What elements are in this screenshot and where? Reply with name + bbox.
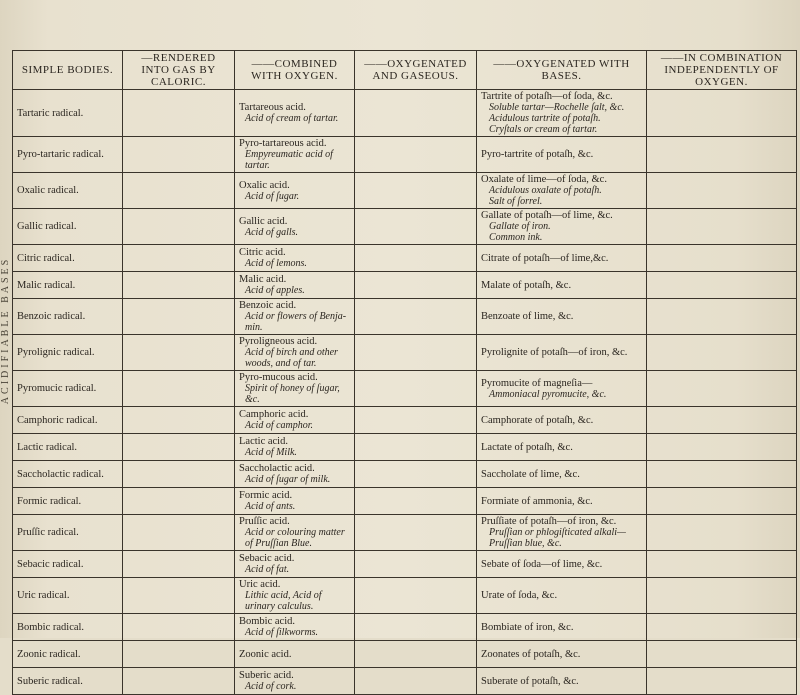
oxygenated-name: Pyro-tartrite of potaſh, &c.	[481, 149, 594, 160]
table-row	[13, 299, 797, 335]
acid-note: Acid of ſugar of milk.	[245, 474, 331, 485]
oxygenated-note: Cryſtals or cream of tartar.	[489, 124, 598, 135]
cell-oxygenated-gaseous	[355, 209, 477, 245]
cell-oxygenated-bases	[477, 371, 647, 407]
oxygenated-name: Zoonates of potaſh, &c.	[481, 648, 581, 660]
oxygenated-note: Pruſſian blue, &c.	[489, 538, 562, 549]
side-label	[0, 60, 12, 600]
cell-acid	[235, 272, 355, 299]
cell-acid	[235, 371, 355, 407]
cell-acid	[235, 488, 355, 515]
acid-note: Spirit of honey of ſugar, &c.	[245, 383, 340, 405]
table-row	[13, 614, 797, 641]
acid-note: Acid of ants.	[245, 501, 296, 512]
acid-note: Acid of ſilkworms.	[245, 627, 319, 638]
acid-note: Lithic acid, Acid of urinary calculus.	[245, 590, 322, 612]
cell-rendered-gas	[123, 173, 235, 209]
oxygenated-name: Urate of ſoda, &c.	[481, 590, 558, 601]
acid-name: Sebacic acid.	[239, 553, 295, 564]
oxygenated-note: Pruſſian or phlogiſticated alkali—	[489, 527, 626, 538]
oxygenated-name: Saccholate of lime, &c.	[481, 468, 580, 480]
cell-independent	[647, 371, 797, 407]
cell-independent	[647, 407, 797, 434]
header-oxygenated-gaseous: ——OXYGENATED AND GASEOUS.	[355, 51, 477, 90]
oxygenated-note: Ammoniacal pyromucite, &c.	[489, 388, 607, 400]
acid-note: Acid or flowers of Benja-min.	[245, 311, 347, 333]
cell-oxygenated-bases	[477, 488, 647, 515]
cell-oxygenated-gaseous	[355, 137, 477, 173]
acid-note: Acid or colouring matter of Pruſſian Blue.	[245, 527, 345, 549]
cell-acid	[235, 137, 355, 173]
cell-oxygenated-gaseous	[355, 371, 477, 407]
cell-independent	[647, 515, 797, 551]
cell-oxygenated-gaseous	[355, 488, 477, 515]
cell-oxygenated-gaseous	[355, 551, 477, 578]
cell-acid	[235, 173, 355, 209]
cell-oxygenated-bases	[477, 641, 647, 668]
cell-acid	[235, 551, 355, 578]
cell-radical: Gallic radical.	[13, 209, 123, 245]
cell-independent	[647, 614, 797, 641]
cell-rendered-gas	[123, 515, 235, 551]
cell-rendered-gas	[123, 407, 235, 434]
acid-name: Pyro-tartareous acid.	[239, 138, 327, 149]
oxygenated-name: Gallate of potaſh—of lime, &c.	[481, 210, 613, 221]
table-row	[13, 434, 797, 461]
cell-rendered-gas	[123, 299, 235, 335]
acids-table	[12, 50, 797, 695]
acid-name: Suberic acid.	[239, 670, 294, 681]
cell-oxygenated-gaseous	[355, 641, 477, 668]
cell-oxygenated-bases	[477, 90, 647, 137]
acid-note: Acid of camphor.	[245, 420, 314, 431]
acid-name: Saccholactic acid.	[239, 463, 315, 474]
table-row	[13, 173, 797, 209]
cell-radical: Zoonic radical.	[13, 641, 123, 668]
header-combination-independently: ——IN COMBINATION INDEPENDENTLY OF OXYGEN.	[647, 51, 797, 90]
cell-acid	[235, 578, 355, 614]
cell-independent	[647, 335, 797, 371]
cell-rendered-gas	[123, 578, 235, 614]
acid-note: Acid of lemons.	[245, 258, 307, 269]
cell-independent	[647, 488, 797, 515]
cell-rendered-gas	[123, 551, 235, 578]
cell-oxygenated-gaseous	[355, 434, 477, 461]
header-oxygenated-with-bases: ——OXYGENATED WITH BASES.	[477, 51, 647, 90]
table-row	[13, 461, 797, 488]
cell-radical: Formic radical.	[13, 488, 123, 515]
cell-oxygenated-bases	[477, 668, 647, 695]
cell-radical: Saccholactic radical.	[13, 461, 123, 488]
cell-rendered-gas	[123, 272, 235, 299]
cell-acid	[235, 641, 355, 668]
cell-oxygenated-bases	[477, 272, 647, 299]
acid-name: Zoonic acid.	[239, 648, 292, 660]
oxygenated-note: Acidulous tartrite of potaſh.	[489, 113, 601, 124]
oxygenated-name: Tartrite of potaſh—of ſoda, &c.	[481, 91, 613, 102]
cell-acid	[235, 209, 355, 245]
table-row	[13, 551, 797, 578]
cell-radical: Pyromucic radical.	[13, 371, 123, 407]
acid-name: Tartareous acid.	[239, 102, 306, 113]
cell-oxygenated-bases	[477, 461, 647, 488]
cell-oxygenated-bases	[477, 137, 647, 173]
oxygenated-name: Pyrolignite of potaſh—of iron, &c.	[481, 347, 628, 358]
cell-radical: Uric radical.	[13, 578, 123, 614]
side-label-text: ACIDIFIABLE BASES	[0, 256, 12, 404]
cell-rendered-gas	[123, 371, 235, 407]
oxygenated-name: Pyromucite of magneſia—	[481, 377, 593, 389]
oxygenated-name: Oxalate of lime—of ſoda, &c.	[481, 174, 607, 185]
acid-note: Acid of ſugar.	[245, 190, 300, 202]
table-row	[13, 668, 797, 695]
oxygenated-name: Suberate of potaſh, &c.	[481, 675, 579, 687]
acid-note: Acid of galls.	[245, 226, 299, 238]
cell-oxygenated-bases	[477, 245, 647, 272]
cell-acid	[235, 90, 355, 137]
acid-note: Acid of birch and other woods, and of tar.	[245, 347, 338, 369]
table-row	[13, 272, 797, 299]
cell-oxygenated-gaseous	[355, 668, 477, 695]
cell-oxygenated-bases	[477, 299, 647, 335]
cell-oxygenated-gaseous	[355, 515, 477, 551]
cell-independent	[647, 578, 797, 614]
cell-radical: Pyro-tartaric radical.	[13, 137, 123, 173]
header-simple-bodies: SIMPLE BODIES.	[13, 51, 123, 90]
table-row	[13, 335, 797, 371]
cell-independent	[647, 245, 797, 272]
header-combined-with-oxygen: ——COMBINED WITH OXYGEN.	[235, 51, 355, 90]
cell-rendered-gas	[123, 245, 235, 272]
cell-oxygenated-bases	[477, 407, 647, 434]
cell-acid	[235, 407, 355, 434]
table-row	[13, 137, 797, 173]
cell-acid	[235, 335, 355, 371]
cell-oxygenated-bases	[477, 173, 647, 209]
cell-radical: Camphoric radical.	[13, 407, 123, 434]
acid-note: Acid of Milk.	[245, 447, 297, 458]
header-rendered-into-gas: —RENDERED INTO GAS BY CALORIC.	[123, 51, 235, 90]
cell-radical: Sebacic radical.	[13, 551, 123, 578]
cell-radical: Citric radical.	[13, 245, 123, 272]
cell-independent	[647, 173, 797, 209]
cell-oxygenated-bases	[477, 434, 647, 461]
table-row	[13, 371, 797, 407]
acid-name: Gallic acid.	[239, 215, 288, 227]
acid-note: Acid of cork.	[245, 681, 297, 692]
cell-independent	[647, 272, 797, 299]
cell-acid	[235, 461, 355, 488]
cell-radical: Lactic radical.	[13, 434, 123, 461]
oxygenated-name: Camphorate of potaſh, &c.	[481, 414, 594, 426]
cell-independent	[647, 137, 797, 173]
acid-name: Bombic acid.	[239, 616, 295, 627]
cell-oxygenated-gaseous	[355, 614, 477, 641]
cell-radical: Bombic radical.	[13, 614, 123, 641]
oxygenated-name: Malate of potaſh, &c.	[481, 279, 572, 291]
cell-oxygenated-gaseous	[355, 407, 477, 434]
cell-oxygenated-gaseous	[355, 335, 477, 371]
cell-oxygenated-bases	[477, 335, 647, 371]
cell-independent	[647, 461, 797, 488]
table-row	[13, 245, 797, 272]
cell-radical: Suberic radical.	[13, 668, 123, 695]
cell-acid	[235, 245, 355, 272]
oxygenated-name: Pruſſiate of potaſh—of iron, &c.	[481, 516, 617, 527]
acid-name: Pruſſic acid.	[239, 516, 290, 527]
acid-name: Malic acid.	[239, 274, 287, 285]
table-row	[13, 641, 797, 668]
oxygenated-name: Formiate of ammonia, &c.	[481, 495, 593, 507]
cell-oxygenated-bases	[477, 515, 647, 551]
cell-oxygenated-bases	[477, 614, 647, 641]
cell-radical: Malic radical.	[13, 272, 123, 299]
cell-acid	[235, 668, 355, 695]
cell-independent	[647, 668, 797, 695]
cell-independent	[647, 551, 797, 578]
cell-oxygenated-bases	[477, 209, 647, 245]
header-row	[13, 51, 797, 90]
cell-rendered-gas	[123, 90, 235, 137]
acid-note: Empyreumatic acid of tartar.	[245, 149, 333, 171]
acid-name: Oxalic acid.	[239, 179, 290, 191]
acid-name: Pyro-mucous acid.	[239, 372, 318, 383]
cell-oxygenated-gaseous	[355, 272, 477, 299]
cell-acid	[235, 614, 355, 641]
cell-rendered-gas	[123, 434, 235, 461]
oxygenated-name: Lactate of potaſh, &c.	[481, 441, 573, 453]
oxygenated-name: Sebate of ſoda—of lime, &c.	[481, 558, 603, 570]
cell-independent	[647, 641, 797, 668]
cell-rendered-gas	[123, 461, 235, 488]
cell-rendered-gas	[123, 614, 235, 641]
cell-oxygenated-gaseous	[355, 90, 477, 137]
acid-note: Acid of cream of tartar.	[245, 113, 339, 124]
cell-independent	[647, 209, 797, 245]
table-row	[13, 209, 797, 245]
cell-oxygenated-gaseous	[355, 461, 477, 488]
cell-independent	[647, 90, 797, 137]
oxygenated-note: Common ink.	[489, 232, 543, 243]
oxygenated-name: Citrate of potaſh—of lime,&c.	[481, 252, 609, 264]
acid-name: Benzoic acid.	[239, 300, 297, 311]
table-row	[13, 90, 797, 137]
cell-oxygenated-gaseous	[355, 173, 477, 209]
cell-radical: Oxalic radical.	[13, 173, 123, 209]
acid-name: Citric acid.	[239, 247, 286, 258]
cell-rendered-gas	[123, 488, 235, 515]
acid-name: Pyroligneous acid.	[239, 336, 318, 347]
cell-oxygenated-gaseous	[355, 245, 477, 272]
cell-oxygenated-gaseous	[355, 578, 477, 614]
cell-oxygenated-bases	[477, 551, 647, 578]
acid-name: Lactic acid.	[239, 436, 288, 447]
oxygenated-name: Bombiate of iron, &c.	[481, 621, 574, 633]
cell-rendered-gas	[123, 641, 235, 668]
cell-acid	[235, 515, 355, 551]
table-row	[13, 515, 797, 551]
acid-note: Acid of apples.	[245, 285, 305, 296]
cell-independent	[647, 434, 797, 461]
cell-radical: Benzoic radical.	[13, 299, 123, 335]
cell-radical: Pruſſic radical.	[13, 515, 123, 551]
cell-rendered-gas	[123, 668, 235, 695]
table-row	[13, 488, 797, 515]
table-body	[13, 90, 797, 695]
cell-rendered-gas	[123, 137, 235, 173]
cell-independent	[647, 299, 797, 335]
cell-rendered-gas	[123, 335, 235, 371]
cell-oxygenated-bases	[477, 578, 647, 614]
cell-oxygenated-gaseous	[355, 299, 477, 335]
acid-name: Uric acid.	[239, 579, 281, 590]
table-row	[13, 578, 797, 614]
acid-name: Formic acid.	[239, 490, 293, 501]
cell-radical: Tartaric radical.	[13, 90, 123, 137]
table-row	[13, 407, 797, 434]
acid-note: Acid of fat.	[245, 564, 290, 575]
oxygenated-name: Benzoate of lime, &c.	[481, 311, 574, 322]
oxygenated-note: Salt of ſorrel.	[489, 196, 543, 207]
cell-acid	[235, 434, 355, 461]
cell-rendered-gas	[123, 209, 235, 245]
oxygenated-note: Acidulous oxalate of potaſh.	[489, 185, 602, 196]
oxygenated-note: Gallate of iron.	[489, 221, 551, 232]
oxygenated-note: Soluble tartar—Rochelle ſalt, &c.	[489, 102, 625, 113]
acid-name: Camphoric acid.	[239, 409, 309, 420]
cell-acid	[235, 299, 355, 335]
cell-radical: Pyrolignic radical.	[13, 335, 123, 371]
